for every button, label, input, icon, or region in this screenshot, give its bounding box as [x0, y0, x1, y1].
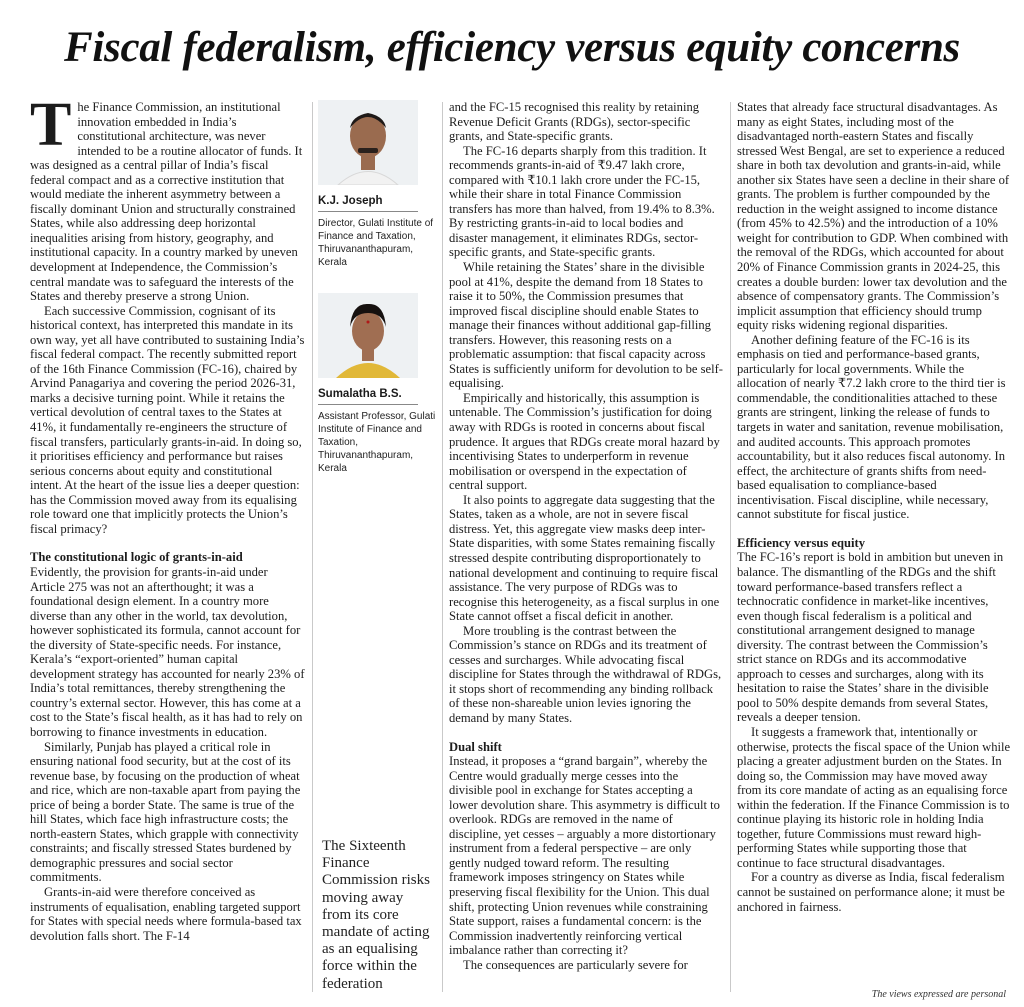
disclaimer: The views expressed are personal	[871, 989, 1006, 1000]
paragraph: While retaining the States’ share in the divisible pool at 41%, despite the demand from 18 States to raise it to 50%, the Commission presumes that improved fiscal discipline should enable States to manage their finances without additional gap-filling transfers. However, this reasoning rests on a problematic assumption: that fiscal capacity across States is sufficiently uniform for devolution to be self-equalising.	[449, 260, 723, 391]
author-sidebar	[318, 100, 438, 475]
headline: Fiscal federalism, efficiency versus equity concerns	[63, 24, 960, 71]
section-heading: The constitutional logic of grants-in-aid	[30, 550, 243, 565]
paragraph: More troubling is the contrast between the Commission’s stance on RDGs and its treatment of cesses and surcharges. While advocating fiscal discipline for States through the withdrawal of RDGs, it stops short of recommending any binding rollback of these non-shareable union levies ignoring the demand by many States.	[449, 623, 722, 725]
article-column-3	[449, 100, 724, 1005]
paragraph: The FC-16 departs sharply from this tradition. It recommends grants-in-aid of ₹9.47 lakh crore, compared with ₹10.1 lakh crore under the FC-15, while their share in total Finance Commission transfers has more than halved, from 19.4% to 8.3%. By restricting grants-in-aid to local bodies and disaster management, it eliminates RDGs, sector-specific grants, and State-specific grants.	[449, 143, 715, 260]
paragraph: States that already face structural disadvantages. As many as eight States, including most of the disadvantaged north-eastern States and fiscally stressed West Bengal, are set to experience a reduced share in both tax devolution and grants-in-aid, while another six States have seen a decline in their share of grants. The problem is further compounded by the reduction in the weight assigned to income distance (from 45% to 42.5%) and the introduction of a 10% weight for contribution to GDP. When combined with the removal of the RDGs, which accounted for about 20% of Finance Commission grants in 2024-25, this creates a double burden: lower tax devolution and the absence of compensatory grants. The Commission’s implicit assumption that efficiency should trump equity risks widening regional disparities.	[737, 100, 1010, 333]
author-role: Director, Gulati Institute of Finance and Taxation, Thiruvananthapuram, Kerala	[318, 218, 434, 268]
paragraph: For a country as diverse as India, fiscal federalism cannot be sustained on performance alone; it must be anchored in fairness.	[737, 870, 1005, 914]
author-block	[318, 100, 438, 269]
author-photo	[318, 100, 418, 185]
paragraph: It also points to aggregate data suggesting that the States, taken as a whole, are not in severe fiscal distress. Yet, this aggregate view masks deep inter-State disparities, with some States remaining fiscally stressed despite contributing disproportionately to national development and continuing to require fiscal assistance. The very purpose of RDGs was to recognise this heterogeneity, as a fiscal surplus in one State cannot offset a fiscal deficit in another.	[449, 492, 720, 624]
author-block	[318, 293, 438, 475]
section-heading: Efficiency versus equity	[737, 535, 866, 550]
article-column-4	[737, 100, 1013, 980]
pull-quote: The Sixteenth Finance Commission risks moving away from its core mandate of acting as an equalising force within the federation	[322, 838, 430, 992]
article-column-1	[30, 100, 305, 1005]
paragraph: It suggests a framework that, intentionally or otherwise, protects the fiscal space of the Union while placing a greater adjustment burden on the States. In doing so, the Commission may have moved away from its core mandate of acting as an equalising force within the federation. If the Finance Commission is to continue playing its historic role in holding India together, future Commissions must reward high-performing States while supporting those that continue to face structural disadvantages.	[737, 724, 1011, 870]
column-divider	[730, 102, 731, 992]
paragraph: Another defining feature of the FC-16 is its emphasis on tied and performance-based grants, particularly for local governments. While the allocation of nearly ₹7.2 lakh crore to the third tier is commendable, the conditionalities attached to these grants are stringent, linking the release of funds to targets in water and sanitation, revenue mobilisation, and audited accounts. This approach promotes accountability, but it also reduces fiscal autonomy. In effect, the architecture of grants shifts from need-based equalisation to compliance-based incentivisation. Fiscal discipline, while necessary, cannot substitute for fiscal justice.	[737, 332, 1006, 522]
author-photo	[318, 293, 418, 378]
author-name: Sumalatha B.S.	[318, 388, 418, 405]
section-heading: Dual shift	[449, 739, 502, 754]
paragraph: Instead, it proposes a “grand bargain”, whereby the Centre would gradually merge cesses into the divisible pool in exchange for States accepting a lower devolution share. This asymmetry is difficult to overlook. RDGs are removed in the name of discipline, yet cesses – arguably a more distortionary instrument from a federal perspective – are only gently nudged toward reform. The resulting framework imposes stringency on States while preserving fiscal flexibility for the Union. This dual shift, protecting Union revenues while constraining State support, raises a fundamental concern: is the Commission inadvertently reinforcing vertical imbalance rather than correcting it?	[449, 754, 720, 958]
paragraph: The consequences are particularly severe for	[463, 957, 688, 972]
paragraph: Grants-in-aid were therefore conceived as instruments of equalisation, enabling targeted support for States with special needs where formula-based tax devolution falls short. The F-14	[30, 884, 302, 943]
paragraph: The FC-16’s report is bold in ambition but uneven in balance. The dismantling of the RDGs and the shift toward performance-based transfers reflect a technocratic confidence in market-like incentives, even though fiscal federalism is a political and constitutional arrangement designed to manage diversity. The contrast between the Commission’s strict stance on RDGs and its accommodative approach to cesses and surcharges, along with its hesitation to raise the States’ share in the divisible pool to 50% despite demands from several States, reveals a deeper tension.	[737, 550, 1004, 725]
paragraph: Each successive Commission, cognisant of its historical context, has interpreted this mandate in its own way, yet all have contributed to sustaining India’s fiscal federal compact. The recently submitted report of the 16th Finance Commission (FC-16), chaired by Arvind Panagariya and covering the period 2026-31, marks a decisive turning point. While it retains the vertical devolution of central taxes to the States at 41%, it fundamentally re-engineers the structure of fiscal transfers, particularly grants-in-aid. In doing so, it prioritises efficiency and performance but raises serious concerns about equity and constitutional intent. At the heart of the issue lies a deeper question: has the Commission moved away from its equalising role toward one that implicitly protects the Union’s fiscal primacy?	[30, 303, 305, 536]
paragraph: Empirically and historically, this assumption is untenable. The Commission’s justification for doing away with RDGs is rooted in concerns about fiscal prudence. It argues that RDGs create moral hazard by incentivising States to underperform in revenue mobilisation or overspend in the expectation of central support.	[449, 390, 720, 493]
column-divider	[442, 102, 443, 992]
author-name: K.J. Joseph	[318, 195, 418, 212]
author-role: Assistant Professor, Gulati Institute of Finance and Taxation, Thiruvananthapuram, Kerala	[318, 411, 436, 474]
paragraph: Similarly, Punjab has played a critical role in ensuring national food security, but at the cost of its revenue base, by focusing on the production of wheat and rice, which are non-taxable apart from paying the price of being a border State. The same is true of the hill States, which face high infrastructure costs; the north-eastern States, which grapple with connectivity constraints; and fiscally stressed States burdened by demographic pressures and social sector commitments.	[30, 739, 301, 885]
paragraph: and the FC-15 recognised this reality by retaining Revenue Deficit Grants (RDGs), sector-specific grants, and State-specific grants.	[449, 100, 700, 144]
paragraph: The Finance Commission, an institutional innovation embedded in India’s constitutional architecture, was never intended to be a routine allocator of funds. It was designed as a central pillar of India’s fiscal federal compact and as a corrective institution that would mediate the inherent asymmetry between a fiscally dominant Union and structurally constrained States, while also addressing deep horizontal inequalities arising from history, geography, and institutional capacity. In a country marked by uneven development at Independence, the Commission’s central mandate was to safeguard the interests of the States and thereby preserve a strong Union.	[30, 100, 303, 304]
column-divider	[312, 102, 313, 992]
drop-cap: T	[30, 100, 72, 159]
paragraph: Evidently, the provision for grants-in-aid under Article 275 was not an afterthought; it was a foundational design element. In a country more diverse than any other in the world, tax devolution, however sophisticated its formula, cannot account for the diversity of State-specific needs. For instance, Kerala’s “export-oriented” human capital development strategy has accounted for nearly 23% of India’s total remittances, thereby strengthening the country’s external sector. However, this has come at a cost to the State’s fiscal health, as it has had to rely on borrowing to finance investments in education.	[30, 564, 305, 739]
